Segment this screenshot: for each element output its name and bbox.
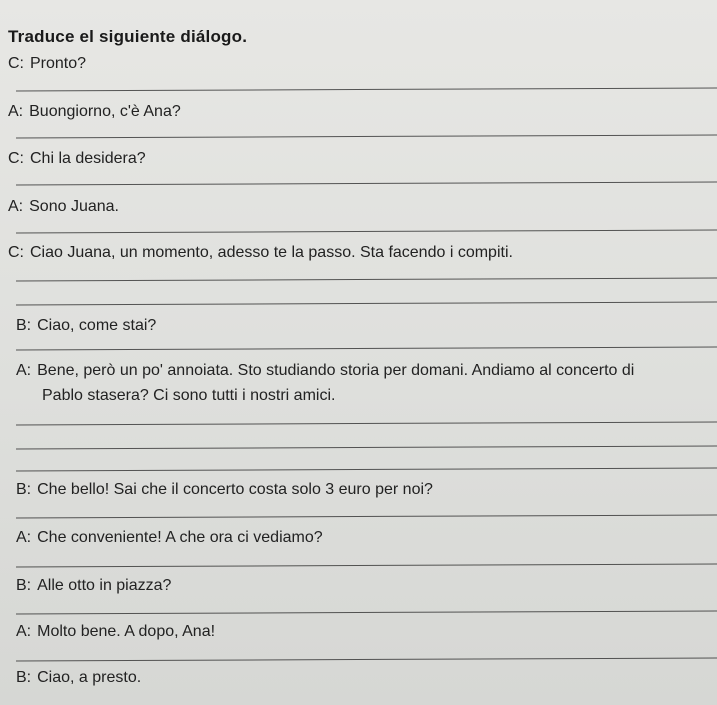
speaker-label: C: (8, 55, 24, 72)
answer-line (16, 610, 717, 614)
speaker-label: C: (8, 150, 24, 167)
answer-line (16, 277, 717, 281)
speaker-label: A: (8, 103, 24, 120)
dialogue-text: Buongiorno, c'è Ana? (29, 103, 181, 120)
dialogue-line (8, 55, 86, 73)
answer-line (16, 301, 717, 305)
dialogue-text: Sono Juana. (29, 198, 119, 215)
speaker-label: B: (16, 669, 32, 686)
answer-line (16, 346, 717, 350)
dialogue-text: Molto bene. A dopo, Ana! (37, 623, 216, 640)
answer-line (16, 467, 717, 471)
dialogue-line (8, 150, 146, 168)
dialogue-text: Alle otto in piazza? (37, 577, 172, 594)
dialogue-line (16, 669, 141, 687)
dialogue-line (16, 623, 215, 641)
dialogue-line (16, 577, 171, 595)
answer-line (16, 421, 717, 425)
dialogue-line (16, 317, 156, 335)
speaker-label: B: (16, 317, 32, 334)
answer-line (16, 514, 717, 518)
speaker-label: B: (16, 577, 32, 594)
dialogue-line (8, 198, 119, 216)
speaker-label: B: (16, 481, 32, 498)
dialogue-text: Ciao Juana, un momento, adesso te la passo. Sta facendo i compiti. (30, 244, 513, 261)
answer-line (16, 563, 717, 567)
dialogue-line (16, 481, 433, 499)
answer-line (16, 229, 717, 233)
dialogue-line (8, 244, 513, 262)
speaker-label: A: (16, 362, 32, 379)
dialogue-text: Che conveniente! A che ora ci vediamo? (37, 529, 323, 546)
speaker-label: A: (8, 198, 24, 215)
speaker-label: C: (8, 244, 24, 261)
dialogue-line (8, 103, 181, 121)
exercise-title: Traduce el siguiente diálogo. (8, 27, 248, 46)
answer-line (16, 445, 717, 449)
speaker-label: A: (16, 529, 32, 546)
answer-line (16, 181, 717, 185)
dialogue-text: Pronto? (30, 55, 87, 72)
dialogue-line (16, 362, 634, 380)
dialogue-text: Ciao, a presto. (37, 669, 142, 686)
answer-line (16, 87, 717, 91)
dialogue-text: Chi la desidera? (30, 150, 146, 167)
speaker-label: A: (16, 623, 32, 640)
answer-line (16, 657, 717, 661)
dialogue-text: Bene, però un po' annoiata. Sto studiando storia per domani. Andiamo al concerto di (37, 362, 635, 379)
dialogue-line-continuation: Pablo stasera? Ci sono tutti i nostri amici. (42, 387, 336, 404)
dialogue-text: Che bello! Sai che il concerto costa solo 3 euro per noi? (37, 481, 433, 498)
dialogue-line (16, 529, 323, 547)
dialogue-text: Ciao, come stai? (37, 317, 157, 334)
answer-line (16, 134, 717, 138)
